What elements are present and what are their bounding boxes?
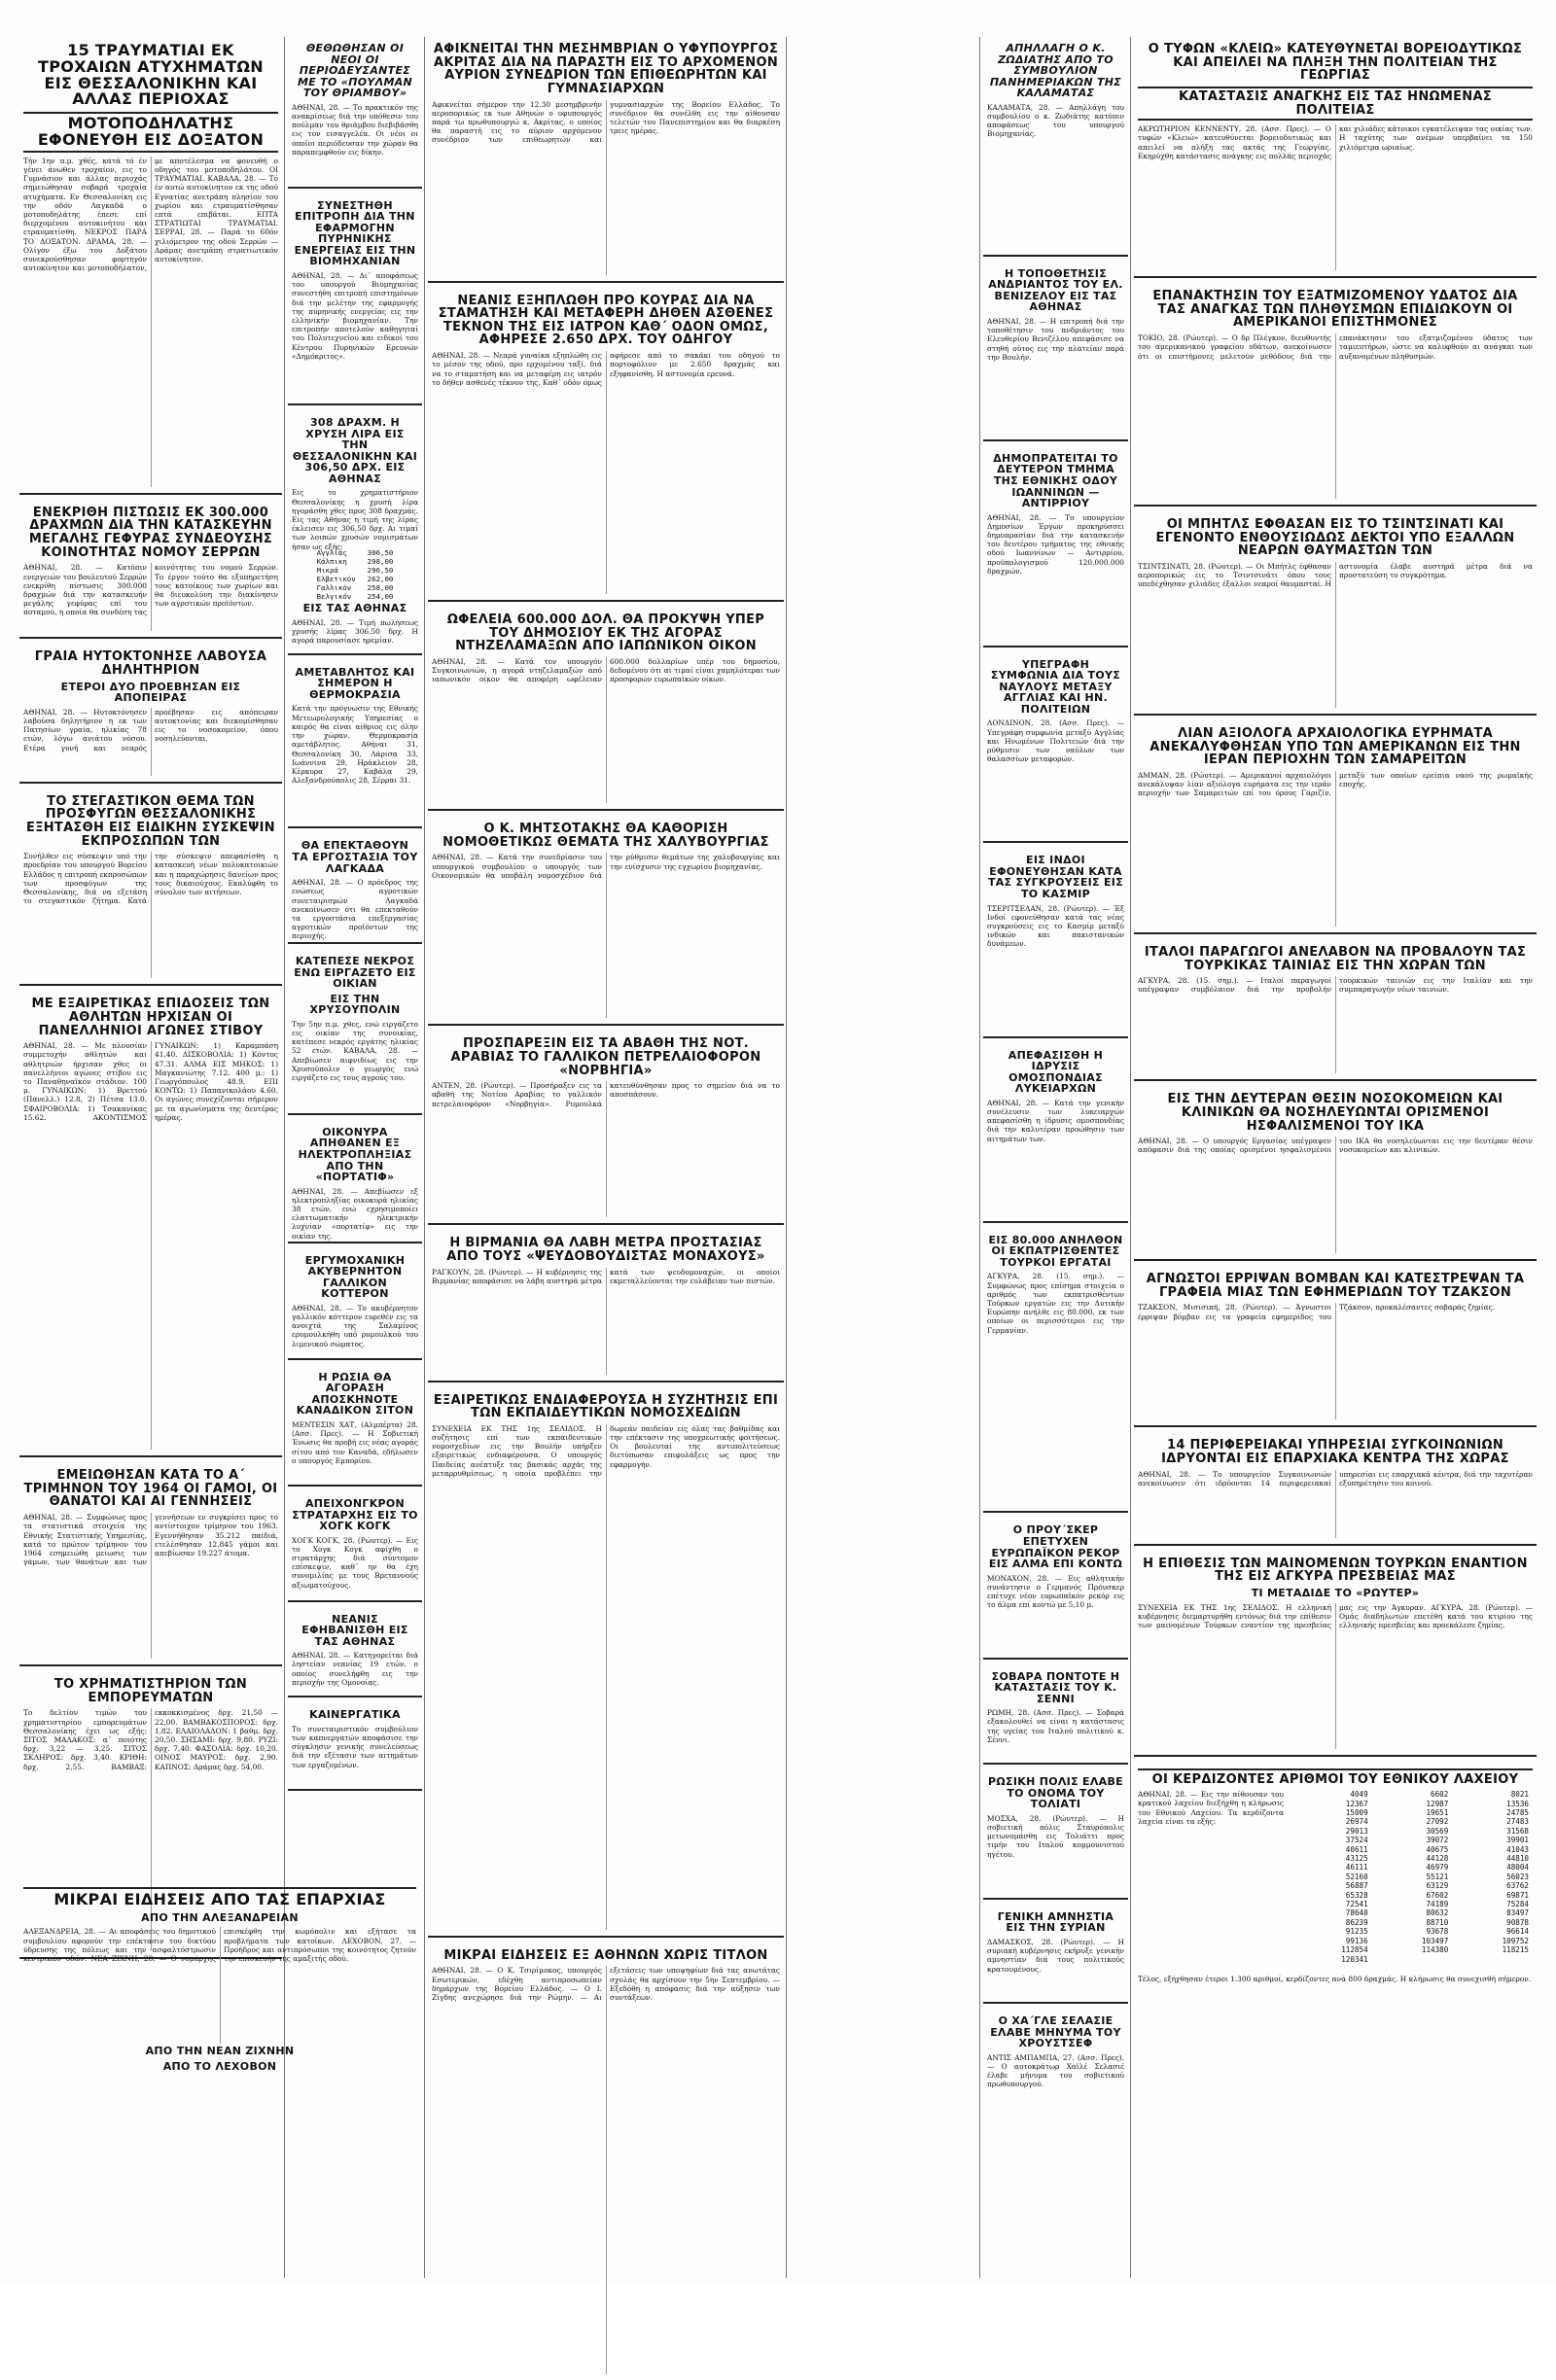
lottery-number: 52160 bbox=[1345, 1872, 1368, 1881]
article-body: ΑΘΗΝΑΙ, 28. — Το υπουργείον Συγκοινωνιών ανεκοίνωσεν ότι ιδρύονται 14 περιφερειακαί υπηρεσίαι εις επαρχιακά κέντρα, διά την ταχυτέραν εξυπηρέτησιν του κοινού. bbox=[1138, 1469, 1533, 1488]
lottery-number: 86239 bbox=[1345, 1917, 1368, 1927]
lottery-number: 46111 bbox=[1345, 1863, 1368, 1872]
lottery-number: 43125 bbox=[1345, 1854, 1368, 1864]
article-youth bbox=[288, 1608, 422, 1698]
headline: ΔΗΜΟΠΡΑΤΕΙΤΑΙ ΤΟ ΔΕΥΤΕΡΟΝ ΤΜΗΜΑ ΤΗΣ ΕΘΝΙΚΗΣ ΟΔΟΥ ΙΩΑΝΝΙΝΩΝ — ΑΝΤΙΡΡΙΟΥ bbox=[993, 451, 1118, 510]
lottery-number: 91235 bbox=[1345, 1927, 1368, 1937]
article-body: Κατά την πρόγνωσιν της Εθνικής Μετεωρολογικής Υπηρεσίας ο καιρός θα είναι αίθριος εις όλην την χώραν. Θερμοκρασία αμετάβλητος. Αθήναι 31, Θεσσαλονίκη 30, Λάρισα 33, Ιωάννινα 29, Ηράκλειον 28, Κέρκυρα 27, Καβάλα 29, Αλεξανδρούπολις 28, Σέρραι 31. bbox=[292, 704, 418, 786]
article-body: ΑΚΡΩΤΗΡΙΟΝ ΚΕΝΝΕΝΤΥ, 28. (Ασσ. Πρες). — Ο τυφών «Κλειώ» κατευθύνεται βορειοδυτικώς και απειλεί να πλήξη τας ακτάς της Γεωργίας. Εκηρύχθη κατάστασις ανάγκης εις πολλάς περιοχάς και χιλιάδες κάτοικοι εγκατέλειψαν τας οικίας των. Η ταχύτης των ανέμων υπερβαίνει τα 150 χιλιόμετρα ωριαίως. bbox=[1138, 124, 1533, 160]
headline: Η ΡΩΣΙΑ ΘΑ ΑΓΟΡΑΣΗ ΑΠΟΣΚΗΝΟΤΕ ΚΑΝΑΔΙΚΟΝ ΣΙΤΟΝ bbox=[296, 1370, 414, 1418]
lottery-number: 114380 bbox=[1421, 1945, 1449, 1955]
lottery-number: 46979 bbox=[1426, 1863, 1449, 1872]
headline: ΠΡΟΣΠΑΡΕΞΙΝ ΕΙΣ ΤΑ ΑΒΑΘΗ ΤΗΣ ΝΟΤ. ΑΡΑΒΙΑΣ ΤΟ ΓΑΛΛΙΚΟΝ ΠΕΤΡΕΛΑΙΟΦΟΡΟΝ «ΝΟΡΒΗΓΙΑ» bbox=[450, 1036, 761, 1078]
article-water bbox=[1134, 284, 1537, 507]
gold-price-cell: 306,50 bbox=[367, 548, 394, 558]
article-worker-death bbox=[288, 950, 422, 1115]
headline: ΣΟΒΑΡΑ ΠΟΝΤΟΤΕ Η ΚΑΤΑΣΤΑΣΙΣ ΤΟΥ Κ. ΣΕΝΝΙ bbox=[991, 1669, 1120, 1705]
lottery-number: 29013 bbox=[1345, 1826, 1368, 1836]
headline: ΟΙ ΜΠΗΤΛΣ ΕΦΘΑΣΑΝ ΕΙΣ ΤΟ ΤΣΙΝΤΣΙΝΑΤΙ ΚΑΙ ΕΓΕΝΟΝΤΟ ΕΝΘΟΥΣΙΩΔΩΣ ΔΕΚΤΟΙ ΥΠΟ ΕΞΑΛΛΩΝ ΝΕΑΡΩΝ ΘΑΥΜΑΣΤΩΝ ΤΩΝ bbox=[1155, 517, 1515, 559]
lottery-row bbox=[1291, 1937, 1533, 1945]
article-body: ΣΥΝΕΧΕΙΑ ΕΚ ΤΗΣ 1ης ΣΕΛΙΔΟΣ. Η ελληνική κυβέρνησις διεμαρτυρήθη εντόνως διά την επίθεσιν των μαινομένων Τούρκων εναντίον της πρεσβείας μας εις την Άγκυραν. ΑΓΚΥΡΑ, 28. (Ρώυτερ). — Ομάς διαδηλωτών επετέθη κατά του κτιρίου της ελληνικής πρεσβείας και προεκάλεσε ζημίας. bbox=[1138, 1602, 1533, 1629]
column-d bbox=[983, 37, 1128, 2278]
article-road-auction bbox=[983, 447, 1128, 648]
column-rule bbox=[979, 37, 980, 2278]
headline: 308 ΔΡΑΧΜ. Η ΧΡΥΣΗ ΛΙΡΑ ΕΙΣ ΤΗΝ ΘΕΣΣΑΛΟΝΙΚΗΝ ΚΑΙ 306,50 ΔΡΧ. ΕΙΣ ΑΘΗΝΑΣ bbox=[292, 416, 418, 485]
article-body: ΑΘΗΝΑΙ, 28. — Το υπουργείον Δημοσίων Έργων προκηρύσσει δημοπρασίαν διά την κατασκευήν του δευτέρου τμήματος της εθνικής οδού Ιωαννίνων — Αντιρρίου, προϋπολογισμού 120.000.000 δραχμών. bbox=[987, 512, 1124, 576]
article-russia-wheat bbox=[288, 1366, 422, 1487]
article-body: Συνήλθεν εις σύσκεψιν υπό την προεδρίαν του υπουργού Βορείου Ελλάδος η επιτροπή εκπροσώπων των προσφύγων της Θεσσαλονίκης, διά να εξετάση το στεγαστικόν ζήτημα. Κατά την σύσκεψιν απεφασίσθη η κατασκευή νέων πολυκατοικιών και η παραχώρησις δανείων προς τους δικαιούχους. Εκαλύφθη το σύνολον των αιτήσεων. bbox=[23, 852, 278, 906]
subheadline: ΚΑΤΑΣΤΑΣΙΣ ΑΝΑΓΚΗΣ ΕΙΣ ΤΑΣ ΗΝΩΜΕΝΑΣ ΠΟΛΙΤΕΙΑΣ bbox=[1138, 87, 1533, 121]
gold-price-row bbox=[311, 575, 400, 583]
gold-price-cell: 262,00 bbox=[367, 575, 394, 584]
lottery-number: 40611 bbox=[1345, 1844, 1368, 1854]
article-archaeology bbox=[1134, 721, 1537, 934]
lottery-number: 56023 bbox=[1506, 1872, 1529, 1881]
article-body: ΧΟΓΚ ΚΟΓΚ, 28. (Ρώυτερ). — Εις το Χογκ Κογκ αφίχθη ο στρατάρχης διά σύντομον επίσκεψιν, καθ΄ ην θα έχη συνομιλίας με τους Βρεταννούς αξιωματούχους. bbox=[292, 1535, 418, 1590]
headline: Η ΕΠΙΘΕΣΙΣ ΤΩΝ ΜΑΙΝΟΜΕΝΩΝ ΤΟΥΡΚΩΝ ΕΝΑΝΤΙΟΝ ΤΗΣ ΕΙΣ ΑΓΚΥΡΑ ΠΡΕΣΒΕΙΑΣ ΜΑΣ bbox=[1143, 1556, 1528, 1585]
subheadline: ΜΟΤΟΠΟΔΗΛΑΤΗΣ ΕΦΟΝΕΥΘΗ ΕΙΣ ΔΟΞΑΤΟΝ bbox=[23, 112, 278, 153]
column-rule bbox=[424, 37, 425, 2278]
section-heading: ΤΙ ΜΕΤΑΔΙΔΕ ΤΟ «ΡΩΥΤΕΡ» bbox=[1251, 1587, 1420, 1600]
headline: ΚΑΙΝΕΡΓΑΤΙΚΑ bbox=[309, 1708, 401, 1722]
article-temperature bbox=[288, 661, 422, 829]
lottery-number: 41043 bbox=[1506, 1844, 1529, 1854]
section-heading: ΑΠΟ ΤΗΝ ΝΕΑΝ ΖΙΧΝΗΝ bbox=[145, 2045, 295, 2058]
headline: ΥΠΕΓΡΑΦΗ ΣΥΜΦΩΝΙΑ ΔΙΑ ΤΟΥΣ ΝΑΥΛΟΥΣ ΜΕΤΑΞΥ ΑΓΓΛΙΑΣ ΚΑΙ ΗΝ. ΠΟΛΙΤΕΙΩΝ bbox=[990, 657, 1121, 716]
article-body: ΑΘΗΝΑΙ, 28. — Κατόπιν ενεργειών του βουλευτού Σερρών ενεκρίθη πίστωσις 300.000 δραχμών διά την κατασκευήν μεγάλης γεφύρας επί του ποταμού, η οποία θα συνδέση τας κοινότητας του νομού Σερρών. Το έργον τούτο θα εξυπηρετήση τους κατοίκους των χωρίων και θα διευκολύνη την διακίνησιν των αγροτικών προϊόντων. bbox=[23, 563, 278, 617]
lottery-number: 78640 bbox=[1345, 1908, 1368, 1918]
article-jackson bbox=[1134, 1267, 1537, 1427]
headline: ΕΙΣ ΤΗΝ ΔΕΥΤΕΡΑΝ ΘΕΣΙΝ ΝΟΣΟΚΟΜΕΙΩΝ ΚΑΙ ΚΛΙΝΙΚΩΝ ΘΑ ΝΟΣΗΛΕΥΩΝΤΑΙ ΟΡΙΣΜΕΝΟΙ ΗΣΦΑΛΙΣΜΕΝΟΙ ΤΟΥ ΙΚΑ bbox=[1167, 1092, 1503, 1134]
gold-price-cell: Κάλπικη bbox=[316, 557, 347, 567]
lottery-number: 118215 bbox=[1502, 1945, 1529, 1955]
headline: ΓΡΑΙΑ ΗΥΤΟΚΤΟΝΗΣΕ ΛΑΒΟΥΣΑ ΔΗΛΗΤΗΡΙΟΝ bbox=[34, 649, 267, 678]
lottery-number: 37524 bbox=[1345, 1836, 1368, 1845]
headline: ΤΟ ΧΡΗΜΑΤΙΣΤΗΡΙΟΝ ΤΩΝ ΕΜΠΟΡΕΥΜΑΤΩΝ bbox=[53, 1677, 248, 1705]
headline: ΘΑ ΕΠΕΚΤΑΘΟΥΝ ΤΑ ΕΡΓΟΣΤΑΣΙΑ ΤΟΥ ΛΑΓΚΑΔΑ bbox=[292, 839, 418, 875]
article-typhoon bbox=[1134, 37, 1537, 278]
lottery-number: 6602 bbox=[1431, 1790, 1449, 1800]
article-senni bbox=[983, 1665, 1128, 1766]
article-traffic-accidents bbox=[19, 37, 282, 495]
headline: ΩΦΕΛΕΙΑ 600.000 ΔΟΛ. ΘΑ ΠΡΟΚΥΨΗ ΥΠΕΡ ΤΟΥ ΔΗΜΟΣΙΟΥ ΕΚ ΤΗΣ ΑΓΟΡΑΣ ΝΤΗΖΕΛΑΜΑΞΩΝ ΑΠΟ ΙΑΠΩΝΙΚΟΝ ΟΙΚΟΝ bbox=[446, 612, 765, 654]
article-body: ΑΘΗΝΑΙ, 28. — Συμφώνως προς τα στατιστικά στοιχεία της Εθνικής Στατιστικής Υπηρεσίας, κατά το πρώτον τρίμηνον του 1964 εσημειώθη μείωσις των γάμων, των θανάτων και των γεννήσεων εν συγκρίσει προς το αντίστοιχον τρίμηνον του 1963. Εγεννήθησαν 35.212 παιδιά, ετελέσθησαν 12.845 γάμοι και απεβίωσαν 19.227 άτομα. bbox=[23, 1513, 278, 1567]
article-statistics bbox=[19, 1463, 282, 1666]
article-films bbox=[1134, 940, 1537, 1081]
provincial-news bbox=[19, 1881, 420, 2270]
headline: ΜΙΚΡΑΙ ΕΙΔΗΣΕΙΣ ΕΞ ΑΘΗΝΩΝ ΧΩΡΙΣ ΤΙΤΛΟΝ bbox=[443, 1947, 768, 1963]
article-freight bbox=[983, 653, 1128, 844]
headline: Ο ΤΥΦΩΝ «ΚΛΕΙΩ» ΚΑΤΕΥΘΥΝΕΤΑΙ ΒΟΡΕΙΟΔΥΤΙΚΩΣ ΚΑΙ ΑΠΕΙΛΕΙ ΝΑ ΠΛΗΞΗ ΤΗΝ ΠΟΛΙΤΕΙΑΝ ΤΗΣ ΓΕΩΡΓΙΑΣ bbox=[1148, 42, 1523, 84]
article-suicide bbox=[19, 645, 282, 783]
lottery-number: 67602 bbox=[1426, 1890, 1449, 1900]
headline: ΡΩΣΙΚΗ ΠΟΛΙΣ ΕΛΑΒΕ ΤΟ ΟΝΟΜΑ ΤΟΥ ΤΟΛΙΑΤΙ bbox=[988, 1775, 1123, 1811]
lottery-row bbox=[1291, 1817, 1533, 1826]
headline: ΜΕ ΕΞΑΙΡΕΤΙΚΑΣ ΕΠΙΔΟΣΕΙΣ ΤΩΝ ΑΘΛΗΤΩΝ ΗΡΧΙΣΑΝ ΟΙ ΠΑΝΕΛΛΗΝΙΟΙ ΑΓΩΝΕΣ ΣΤΙΒΟΥ bbox=[31, 997, 270, 1038]
headline: ΕΝΕΚΡΙΘΗ ΠΙΣΤΩΣΙΣ ΕΚ 300.000 ΔΡΑΧΜΩΝ ΔΙΑ ΤΗΝ ΚΑΤΑΣΚΕΥΗΝ ΜΕΓΑΛΗΣ ΓΕΦΥΡΑΣ ΣΥΝΔΕΟΥΣΗΣ ΚΟΙΝΟΤΗΤΑΣ ΝΟΜΟΥ ΣΕΡΡΩΝ bbox=[28, 505, 273, 560]
headline: 15 ΤΡΑΥΜΑΤΙΑΙ ΕΚ ΤΡΟΧΑΙΩΝ ΑΤΥΧΗΜΑΤΩΝ ΕΙΣ ΘΕΣΣΑΛΟΝΙΚΗΝ ΚΑΙ ΑΛΛΑΣ ΠΕΡΙΟΧΑΣ bbox=[38, 41, 264, 109]
article-body: ΑΘΗΝΑΙ, 28. — Κατά τον υπουργόν Συγκοινωνιών, η αγορά ντηζελαμαξών από ιαπωνικόν οίκον θα αποφέρη ωφέλειαν 600.000 δολλαρίων υπέρ του δημοσίου, δεδομένου ότι αι τιμαί είναι χαμηλότεραι των προσφορών ευρωπαϊκών οίκων. bbox=[432, 657, 780, 684]
article-embassy bbox=[1134, 1552, 1537, 1757]
lottery-numbers bbox=[1291, 1790, 1533, 1975]
article-turkish-workers bbox=[983, 1229, 1128, 1514]
article-diesel bbox=[428, 608, 784, 811]
headline: ΙΤΑΛΟΙ ΠΑΡΑΓΩΓΟΙ ΑΝΕΛΑΒΟΝ ΝΑ ΠΡΟΒΑΛΟΥΝ ΤΑΣ ΤΟΥΡΚΙΚΑΣ ΤΑΙΝΙΑΣ ΕΙΣ ΤΗΝ ΧΩΡΑΝ ΤΩΝ bbox=[1144, 944, 1527, 973]
article-athens-briefs bbox=[428, 1943, 784, 2380]
article-body: ΑΝΤΙΣ ΑΜΠΑΜΠΑ, 27. (Ασσ. Πρες). — Ο αυτοκράτωρ Χαϊλέ Σελασιέ έλαβε μήνυμα του σοβιετικού πρωθυπουργού. bbox=[987, 2052, 1124, 2089]
lottery-number: 39901 bbox=[1506, 1836, 1529, 1845]
headline: ΤΟ ΣΤΕΓΑΣΤΙΚΟΝ ΘΕΜΑ ΤΩΝ ΠΡΟΣΦΥΓΩΝ ΘΕΣΣΑΛΟΝΙΚΗΣ ΕΞΗΤΑΣΘΗ ΕΙΣ ΕΙΔΙΚΗΝ ΣΥΣΚΕΨΙΝ ΕΚΠΡΟΣΩΠΩΝ ΤΩΝ bbox=[26, 793, 275, 849]
headline: ΑΓΝΩΣΤΟΙ ΕΡΡΙΨΑΝ ΒΟΜΒΑΝ ΚΑΙ ΚΑΤΕΣΤΡΕΨΑΝ ΤΑ ΓΡΑΦΕΙΑ ΜΙΑΣ ΤΩΝ ΕΦΗΜΕΡΙΔΩΝ ΤΟΥ ΤΖΑΚΣΟΝ bbox=[1146, 1272, 1525, 1300]
article-factories bbox=[288, 834, 422, 944]
article-refugee-housing bbox=[19, 789, 282, 987]
lottery-intro: ΑΘΗΝΑΙ, 28. — Εις την αίθουσαν του κρατικού λαχείου διεξήχθη η κλήρωσις του Εθνικού Λαχείου. Τα κερδίζοντα λαχεία είναι τα εξής: bbox=[1138, 1790, 1284, 1826]
lottery-row bbox=[1291, 1800, 1533, 1808]
subheadline: ΕΤΕΡΟΙ ΔΥΟ ΠΡΟΕΒΗΣΑΝ ΕΙΣ ΑΠΟΠΕΙΡΑΣ bbox=[60, 680, 241, 705]
headline: ΓΕΝΙΚΗ ΑΜΝΗΣΤΙΑ ΕΙΣ ΤΗΝ ΣΥΡΙΑΝ bbox=[997, 1909, 1114, 1935]
article-body: ΛΟΝΔΙΝΟΝ, 28. (Ασσ. Πρες). — Υπεγράφη συμφωνία μεταξύ Αγγλίας και Ηνωμένων Πολιτειών διά την ρύθμισιν των ναύλων των θαλασσίων μεταφορών. bbox=[987, 718, 1124, 764]
headline: ΕΙΣ ΙΝΔΟΙ ΕΦΟΝΕΥΘΗΣΑΝ ΚΑΤΑ ΤΑΣ ΣΥΓΚΡΟΥΣΕΙΣ ΕΙΣ ΤΟ ΚΑΣΜΙΡ bbox=[987, 854, 1124, 901]
lottery-number: 99136 bbox=[1345, 1936, 1368, 1945]
lottery-row bbox=[1291, 1955, 1533, 1964]
lottery-number: 63762 bbox=[1506, 1881, 1529, 1891]
article-body: ΤΣΙΝΤΣΙΝΑΤΙ, 28. (Ρώυτερ). — Οι Μπήτλς έφθασαν αεροπορικώς εις το Τσιντσινάτι όπου τους υπεδέχθησαν χιλιάδες έξαλλοι νεαροί θαυμασταί. Η αστυνομία έλαβε αυστηρά μέτρα διά να προστατεύση το συγκρότημα. bbox=[1138, 562, 1533, 589]
article-body: ΡΑΓΚΟΥΝ, 28. (Ρώυτερ). — Η κυβέρνησις της Βιρμανίας αποφάσισε να λάβη αυστηρά μέτρα κατά των ψευδομοναχών, οι οποίοι εκμεταλλεύονται την ευλάβειαν των πιστών. bbox=[432, 1267, 780, 1285]
gold-price-row bbox=[311, 566, 400, 575]
article-steel bbox=[428, 817, 784, 1026]
article-body: ΡΩΜΗ, 28. (Ασσ. Πρες). — Σοβαρά εξακολουθεί να είναι η κατάστασις της υγείας του Ιταλού πολιτικού κ. Σέννι. bbox=[987, 1708, 1124, 1744]
article-body: ΔΑΜΑΣΚΟΣ, 28. (Ρώυτερ). — Η συριακή κυβέρνησις εκήρυξε γενικήν αμνηστίαν διά τους πολιτικούς κρατουμένους. bbox=[987, 1937, 1124, 1974]
lottery-number: 109752 bbox=[1502, 1936, 1529, 1945]
article-federation bbox=[983, 1044, 1128, 1223]
lottery-number bbox=[1452, 1955, 1533, 1964]
gold-price-cell: Γαλλικόν bbox=[316, 583, 352, 593]
article-venizelos bbox=[983, 262, 1128, 441]
article-body: ΑΘΗΝΑΙ, 28. — Κατηγορείται διά ληστείαν νεανίας 19 ετών, ο οποίος συνελήφθη εις την περιοχήν της Ομονοίας. bbox=[292, 1651, 418, 1687]
article-body: ΚΑΛΑΜΑΤΑ, 28. — Απηλλάγη του συμβουλίου ο κ. Ζωδιάτης κατόπιν αποφάσεως του υπουργού Βιομηχανίας. bbox=[987, 102, 1124, 139]
lottery-number: 12367 bbox=[1345, 1799, 1368, 1808]
article-body: ΜΟΣΧΑ, 28. (Ρώυτερ). — Η σοβιετική πόλις Σταυρόπολις μετωνομάσθη εις Τολιάττι προς τιμήν του Ιταλού κομμουνιστού ηγέτου. bbox=[987, 1813, 1124, 1859]
headline: ΕΜΕΙΩΘΗΣΑΝ ΚΑΤΑ ΤΟ Α΄ ΤΡΙΜΗΝΟΝ ΤΟΥ 1964 ΟΙ ΓΑΜΟΙ, ΟΙ ΘΑΝΑΤΟΙ ΚΑΙ ΑΙ ΓΕΝΝΗΣΕΙΣ bbox=[23, 1468, 278, 1510]
article-hongkong bbox=[288, 1492, 422, 1602]
article-cutter bbox=[288, 1249, 422, 1360]
headline: ΘΕΘΩΘΗΣΑΝ ΟΙ ΝΕΟΙ ΟΙ ΠΕΡΙΟΔΕΥΣΑΝΤΕΣ ΜΕ ΤΟ «ΠΟΥΛΜΑΝ ΤΟΥ ΘΡΙΑΜΒΟΥ» bbox=[297, 42, 413, 100]
article-pole-vault bbox=[983, 1519, 1128, 1659]
lottery-outro: Τέλος, εξήχθησαν έτεροι 1.300 αριθμοί, κερδίζοντες ανά 800 δραχμάς. Η κλήρωσις θα συνεχισθή σήμερον. bbox=[1138, 1975, 1532, 1984]
lottery-row bbox=[1291, 1881, 1533, 1890]
headline: ΑΜΕΤΑΒΛΗΤΟΣ ΚΑΙ ΣΗΜΕΡΟΝ Η ΘΕΡΜΟΚΡΑΣΙΑ bbox=[295, 665, 415, 701]
gold-price-cell: Αγγλίας bbox=[316, 548, 347, 558]
section-heading: ΑΠΟ ΤΗΝ ΑΛΕΞΑΝΔΡΕΙΑΝ bbox=[141, 1910, 299, 1924]
article-body: ΑΘΗΝΑΙ, 28. — Το πρακτικόν της ανακρίσεως διά την υπόθεσιν του πούλμαν του θριάμβου διεβιβάσθη εις τον εισαγγελέα. Οι νέοι οι οποίοι περιόδευσαν την χώραν θα παραπεμφθούν εις δίκην. bbox=[292, 102, 418, 157]
article-electrocution bbox=[288, 1121, 422, 1243]
lottery-number: 75284 bbox=[1506, 1900, 1529, 1909]
lottery-number: 8021 bbox=[1510, 1790, 1529, 1800]
article-body: ΑΘΗΝΑΙ, 28. — Κατά την συνεδρίασιν του υπουργικού συμβουλίου ο υπουργός των Οικονομικών θα υποβάλη νομοσχέδιον διά την ρύθμισιν θεμάτων της χαλυβουργίας και την ενίσχυσιν της εγχωρίου βιομηχανίας. bbox=[432, 853, 780, 880]
article-labor bbox=[288, 1703, 422, 1791]
lottery-number: 72541 bbox=[1345, 1900, 1368, 1909]
article-education bbox=[428, 1388, 784, 1938]
lottery-number: 27092 bbox=[1426, 1817, 1449, 1827]
headline: ΑΠΕΦΑΣΙΣΘΗ Η ΙΔΡΥΣΙΣ ΟΜΟΣΠΟΝΔΙΑΣ ΛΥΚΕΙΑΡΧΩΝ bbox=[1008, 1048, 1104, 1096]
article-body: ΤΖΑΚΣΟΝ, Μισισιπή, 28. (Ρώυτερ). — Άγνωστοι έρριψαν βόμβαν εις τα γραφεία εφημερίδος του Τζάκσον, προκαλέσαντες σοβαράς ζημίας. bbox=[1138, 1303, 1496, 1321]
article-body: ΤΟΚΙΟ, 28. (Ρώυτερ). — Ο δρ Πλέγκον, διευθυντής του αμερικανικού γραφείου υδάτων, ανεκοίνωσεν ότι οι επιστήμονες μελετούν μεθόδους διά την επανάκτησιν του εξατμιζομένου ύδατος των ταμιευτήρων, ώστε να καλυφθούν αι ανάγκαι των αυξανομένων πληθυσμών. bbox=[1138, 333, 1533, 361]
gold-price-row bbox=[311, 548, 400, 557]
article-kashmir bbox=[983, 849, 1128, 1037]
gold-price-cell: 296,50 bbox=[367, 566, 394, 576]
article-lottery bbox=[1134, 1763, 1537, 2020]
lottery-number: 27483 bbox=[1506, 1817, 1529, 1827]
headline: ΝΕΑΝΙΣ ΕΦΗΒΑΝΙΣΘΗ ΕΙΣ ΤΑΣ ΑΘΗΝΑΣ bbox=[301, 1612, 408, 1648]
gold-price-cell: Ελβετικόν bbox=[316, 575, 356, 584]
article-pullman bbox=[288, 37, 422, 189]
article-bridge-credit bbox=[19, 501, 282, 640]
article-body: Το δελτίον τιμών του χρηματιστηρίου εμπορευμάτων Θεσσαλονίκης έχει ως εξής: ΣΙΤΟΣ ΜΑΛΑΚΟΣ: α΄ ποιότης δρχ. 3,22 — 3,25. ΣΙΤΟΣ ΣΚΛΗΡΟΣ: δρχ. 3,40. ΚΡΙΘΗ: δρχ. 2,55. ΒΑΜΒΑΞ: εκκοκκισμένος δρχ. 21,50 — 22,00. ΒΑΜΒΑΚΟΣΠΟΡΟΣ: δρχ. 1,82. ΕΛΑΙΟΛΑΔΟΝ: 1 βαθμ. δρχ. 20,50. ΣΗΣΑΜΙ: δρχ. 9,80. ΡΥΖΙ: δρχ. 7,40. ΦΑΣΟΛΙΑ: δρχ. 10,20. ΟΙΝΟΣ ΜΑΥΡΟΣ: δρχ. 2,90. ΚΑΠΝΟΣ: Δράμας δρχ. 54,00. bbox=[23, 1708, 278, 1771]
article-body: ΜΟΝΑΧΟΝ, 28. — Εις αθλητικήν συνάντησιν ο Γερμανός Πρόυσκερ επέτυχε νέον ευρωπαϊκόν ρεκόρ εις το άλμα επί κοντώ με 5,10 μ. bbox=[987, 1573, 1124, 1610]
article-body: ΑΘΗΝΑΙ, 28. — Η επιτροπή διά την τοποθέτησιν του ανδριάντος του Ελευθερίου Βενιζέλου απεφάσισε να στηθή ούτος εις την πλατείαν παρά την Βουλήν. bbox=[987, 316, 1124, 362]
lottery-number: 96614 bbox=[1506, 1927, 1529, 1937]
lottery-row bbox=[1291, 1790, 1533, 1799]
article-body: ΑΘΗΝΑΙ, 28. — Απεβίωσεν εξ ηλεκτροπληξίας οικοκυρά ηλικίας 38 ετών, ενώ εχρησιμοποίει ελαττωματικήν ηλεκτρικήν λυχνίαν «πορτατίφ» εις την οικίαν της. bbox=[292, 1186, 418, 1241]
headline: Η ΤΟΠΟΘΕΤΗΣΙΣ ΑΝΔΡΙΑΝΤΟΣ ΤΟΥ ΕΛ. ΒΕΝΙΖΕΛΟΥ ΕΙΣ ΤΑΣ ΑΘΗΝΑΣ bbox=[988, 266, 1123, 314]
lottery-number: 56887 bbox=[1345, 1881, 1368, 1891]
lottery-number: 120341 bbox=[1341, 1954, 1368, 1964]
headline: ΚΑΤΕΠΕΣΕ ΝΕΚΡΟΣ ΕΝΩ ΕΙΡΓΑΖΕΤΟ ΕΙΣ ΟΙΚΙΑΝ bbox=[294, 955, 416, 991]
article-body: ΑΘΗΝΑΙ, 28. — Με πλουσίαν συμμετοχήν αθλητών και αθλητριών ήρχισαν χθες οι πανελλήνιοι αγώνες στίβου εις το Παναθηναϊκόν στάδιον. 100 μ. ΓΥΝΑΙΚΩΝ: 1) Βρεττού (Πανελλ.) 12.8, 2) Πέτσα 13.0. ΣΦΑΙΡΟΒΟΛΙΑ: 1) Τσακανίκας 15.62. ΑΚΟΝΤΙΣΜΟΣ ΓΥΝΑΙΚΩΝ: 1) Καραμπάση 41.40. ΔΙΣΚΟΒΟΛΙΑ: 1) Κόντος 47.31. ΑΛΜΑ ΕΙΣ ΜΗΚΟΣ: 1) Μαγκανιώτης 7.12. 400 μ.: 1) Γεωργόπουλος 48.9. ΕΠΙ ΚΟΝΤΩ: 1) Παπανικολάου 4.60. Οι αγώνες συνεχίζονται σήμερον με τα αγωνίσματα της δευτέρας ημέρας. bbox=[23, 1041, 278, 1122]
lottery-row bbox=[1291, 1854, 1533, 1863]
gold-price-row bbox=[311, 557, 400, 566]
lottery-number: 80632 bbox=[1426, 1908, 1449, 1918]
lottery-number: 40675 bbox=[1426, 1844, 1449, 1854]
article-body: Τήν 1ην π.μ. χθές, κατά τό έν γένει άνωθεν τροχαίον, εις το Γυμνάσιον και άλλας περιοχάς σημειώθησαν σοβαρά τροχαία ατυχήματα. Εν Θεσσαλονίκη εις την οδόν Λαγκαδά ο μοτοποδηλάτης έπεσε επί διερχομένου αυτοκινήτου και ετραυματίσθη. ΝΕΚΡΟΣ ΠΑΡΑ ΤΟ ΔΟΞΑΤΟΝ. ΔΡΑΜΑ, 28. — Ολίγον έξω του Δοξάτου συνεκρούσθησαν φορτηγόν αυτοκίνητον και μοτοποδήλατον, με αποτέλεσμα να φονευθή ο οδηγός του μοτοποδηλάτου. ΟΙ ΤΡΑΥΜΑΤΙΑΙ. ΚΑΒΑΛΑ, 28. — Τό έν αυτώ αυτοκίνητον εκ της οδού Εγνατίας ανετράπη πλησίον του χωρίου και ετραυματίσθησαν επτά επιβάται. ΕΠΤΑ ΣΤΡΑΤΙΩΤΑΙ ΤΡΑΥΜΑΤΙΑΙ. ΣΕΡΡΑΙ, 28. — Παρά το 60όν χιλιόμετρον της οδού Σερρών — Δράμας ανετράπη στρατιωτικόν αυτοκίνητον. bbox=[23, 156, 278, 273]
headline: ΝΕΑΝΙΣ ΕΞΗΠΛΩΘΗ ΠΡΟ ΚΟΥΡΑΣ ΔΙΑ ΝΑ ΣΤΑΜΑΤΗΣΗ ΚΑΙ ΜΕΤΑΦΕΡΗ ΔΗΘΕΝ ΑΣΘΕΝΕΣ ΤΕΚΝΟΝ ΤΗΣ ΕΙΣ ΙΑΤΡΟΝ ΚΑΘ΄ ΟΔΟΝ ΟΜΩΣ, ΑΦΗΡΕΣΕ 2.650 ΔΡΧ. ΤΟΥ ΟΔΗΓΟΥ bbox=[438, 293, 774, 348]
lottery-number: 74189 bbox=[1426, 1900, 1449, 1909]
column-rule bbox=[786, 37, 787, 2278]
headline: ΟΙΚΟΝΥΡΑ ΑΠΗΘΑΝΕΝ ΕΞ ΗΛΕΚΤΡΟΠΛΗΞΙΑΣ ΑΠΟ ΤΗΝ «ΠΟΡΤΑΤΙΦ» bbox=[298, 1125, 412, 1184]
gold-price-cell: Μικρά bbox=[316, 566, 338, 576]
headline: ΑΠΗΛΛΑΓΗ Ο Κ. ΖΩΔΙΑΤΗΣ ΑΠΟ ΤΟ ΣΥΜΒΟΥΛΙΟΝ ΠΑΝΗΜΕΡΙΑΚΩΝ ΤΗΣ ΚΑΛΑΜΑΤΑΣ bbox=[989, 42, 1122, 100]
lottery-row bbox=[1291, 1891, 1533, 1900]
article-body: ΑΘΗΝΑΙ, 28. — Κατά την γενικήν συνέλευσιν των λυκειαρχών απεφασίσθη η ίδρυσις ομοσπονδίας διά την καλυτέραν προώθησιν των αιτημάτων των. bbox=[987, 1098, 1124, 1143]
article-selassie bbox=[983, 2010, 1128, 2108]
article-ika bbox=[1134, 1087, 1537, 1261]
headline: 14 ΠΕΡΙΦΕΡΕΙΑΚΑΙ ΥΠΗΡΕΣΙΑΙ ΣΥΓΚΟΙΝΩΝΙΩΝ ΙΔΡΥΟΝΤΑΙ ΕΙΣ ΕΠΑΡΧΙΑΚΑ ΚΕΝΤΡΑ ΤΗΣ ΧΩΡΑΣ bbox=[1161, 1438, 1509, 1467]
lottery-number: 4049 bbox=[1350, 1790, 1368, 1800]
article-body: ΑΘΗΝΑΙ, 28. — Ο Κ. Τσιρίμοκος, υπουργός Εσωτερικών, εδέχθη αντιπροσωπείαν δημάρχων της Βορείου Ελλάδος. — Ο Ι. Ζίγδης ανεχώρησε διά την Ρώμην. — Αι εξετάσεις των υποψηφίων διά τας ανωτάτας σχολάς θα αρχίσουν την 5ην Σεπτεμβρίου. — Εξεδόθη η απόφασις διά την αύξησιν των συντάξεων. bbox=[432, 1966, 780, 2003]
headline: ΕΠΑΝΑΚΤΗΣΙΝ ΤΟΥ ΕΞΑΤΜΙΖΟΜΕΝΟΥ ΥΔΑΤΟΣ ΔΙΑ ΤΑΣ ΑΝΑΓΚΑΣ ΤΩΝ ΠΛΗΘΥΣΜΩΝ ΕΠΙΔΙΩΚΟΥΝ ΟΙ ΑΜΕΡΙΚΑΝΟΙ ΕΠΙΣΤΗΜΟΝΕΣ bbox=[1152, 289, 1518, 331]
headline: ΕΡΓΥΜΟΧΑΝΙΚΗ ΑΚΥΒΕΡΝΗΤΟΝ ΓΑΛΛΙΚΟΝ ΚΟΤΤΕΡΟΝ bbox=[304, 1253, 406, 1301]
lottery-number: 88710 bbox=[1426, 1917, 1449, 1927]
headline: ΛΙΑΝ ΑΞΙΟΛΟΓΑ ΑΡΧΑΙΟΛΟΓΙΚΑ ΕΥΡΗΜΑΤΑ ΑΝΕΚΑΛΥΦΘΗΣΑΝ ΥΠΟ ΤΩΝ ΑΜΕΡΙΚΑΝΩΝ ΕΙΣ ΤΗΝ ΙΕΡΑΝ ΠΕΡΙΟΧΗΝ ΤΩΝ ΣΑΜΑΡΕΙΤΩΝ bbox=[1149, 726, 1521, 768]
lottery-number: 31568 bbox=[1506, 1826, 1529, 1836]
article-body: ΜΕΝΤΕΣΙΝ ΧΑΤ, (Αλμπέρτα) 28. (Ασσ. Πρες). — Η Σοβιετική Ένωσις θα προβή εις νέας αγοράς σίτου από τον Καναδά, εδήλωσεν ο υπουργός Εμπορίου. bbox=[292, 1419, 418, 1465]
lottery-number: 69871 bbox=[1506, 1890, 1529, 1900]
lottery-row bbox=[1291, 1918, 1533, 1927]
lottery-number: 103497 bbox=[1421, 1936, 1449, 1945]
article-taxi-theft bbox=[428, 289, 784, 603]
article-body: ΑΘΗΝΑΙ, 28. — Δι΄ αποφάσεως του υπουργού Βιομηχανίας συνεστήθη επιτροπή επιστημόνων διά την μελέτην της εφαρμογής της πυρηνικής ενεργείας εις την ελληνικήν βιομηχανίαν. Την επιτροπήν αποτελούν καθηγηταί του Πολυτεχνείου και ειδικοί του Κέντρου Πυρηνικών Ερευνών «Δημόκριτος». bbox=[292, 271, 418, 361]
lottery-row bbox=[1291, 1872, 1533, 1881]
gold-price-cell: Βελγικόν bbox=[316, 592, 352, 602]
column-c bbox=[428, 37, 784, 2278]
section-heading: ΕΙΣ ΤΑΣ ΑΘΗΝΑΣ bbox=[302, 602, 407, 615]
article-syria bbox=[983, 1906, 1128, 2004]
article-togliatti bbox=[983, 1770, 1128, 1900]
article-akritas bbox=[428, 37, 784, 283]
lottery-number: 83497 bbox=[1506, 1908, 1529, 1918]
section-heading: ΕΙΣ ΤΗΝ ΧΡΥΣΟΥΠΟΛΙΝ bbox=[309, 992, 401, 1017]
article-body: ΑΓΚΥΡΑ, 28. (15. σημ.). — Συμφώνως προς επίσημα στοιχεία ο αριθμός των εκπατρισθέντων Τούρκων εργατών εις την Δυτικήν Ευρώπην ανήλθε εις 80.000, εκ των οποίων οι περισσότεροι εις την Γερμανίαν. bbox=[987, 1272, 1124, 1335]
lottery-number: 15009 bbox=[1345, 1808, 1368, 1818]
article-body: ΑΛΕΞΑΝΔΡΕΙΑ, 28. — Αι αποφάσεις του δημοτικού συμβουλίου αφορούν την επέκτασιν του δικτύου ύδρευσης της πόλεως και την ασφαλτόστρωσιν κεντρικών οδών. ΝΕΑ ΖΙΧΝΗ, 28. — Ο νομάρχης επισκέφθη την κωμόπολιν και εξήτασε τα προβλήματα των κατοίκων. ΛΕΧΟΒΟΝ, 27. — Προήδρος και αντιπρόσωποι της κοινότητος ζητούν την επισκευήν της αμαξιτής οδού. bbox=[23, 1927, 416, 1963]
lottery-row bbox=[1291, 1836, 1533, 1844]
headline: ΑΦΙΚΝΕΙΤΑΙ ΤΗΝ ΜΕΣΗΜΒΡΙΑΝ Ο ΥΦΥΠΟΥΡΓΟΣ ΑΚΡΙΤΑΣ ΔΙΑ ΝΑ ΠΑΡΑΣΤΗ ΕΙΣ ΤΟ ΑΡΧΟΜΕΝΟΝ ΑΥΡΙΟΝ ΣΥΝΕΔΡΙΟΝ ΤΩΝ ΕΠΙΘΕΩΡΗΤΩΝ ΚΑΙ ΓΥΜΝΑΣΙΑΡΧΩΝ bbox=[433, 42, 779, 96]
lottery-number: 44128 bbox=[1426, 1854, 1449, 1864]
lottery-number: 19651 bbox=[1426, 1808, 1449, 1818]
article-body: ΑΝΤΕΝ, 28. (Ρώυτερ). — Προσήραξεν εις τα αβαθή της Νοτίου Αραβίας το γαλλικόν πετρελαιοφόρον «Νορβηγία». Ρυμουλκά κατευθύνθησαν προς το σημείον διά να το αποσπάσουν. bbox=[432, 1081, 780, 1108]
gold-price-row bbox=[311, 583, 400, 592]
section-heading: ΑΠΟ ΤΟ ΛΕΧΟΒΟΝ bbox=[162, 2059, 277, 2073]
headline: ΜΙΚΡΑΙ ΕΙΔΗΣΕΙΣ ΑΠΟ ΤΑΣ ΕΠΑΡΧΙΑΣ bbox=[23, 1887, 416, 1908]
article-body: Το συνεταιριστικόν συμβούλιον των καπνεργατών αποφάσισε την σύγκλησιν γενικής συνελεύσεως διά την εξέτασιν των αιτημάτων των εργαζομένων. bbox=[292, 1724, 418, 1769]
lottery-number: 55121 bbox=[1426, 1872, 1449, 1881]
article-body: ΑΘΗΝΑΙ, 28. — Το ακυβέρνητον γαλλικόν κόττερον ευρεθέν εις τα ανοιχτά της Σαλαμίνος ερυμουλκήθη υπό ρυμουλκού του λιμενικού σώματος. bbox=[292, 1303, 418, 1348]
article-beatles bbox=[1134, 512, 1537, 716]
gold-price-row bbox=[311, 592, 400, 601]
headline: ΕΙΣ 80.000 ΑΝΗΛΘΟΝ ΟΙ ΕΚΠΑΤΡΙΣΘΕΝΤΕΣ ΤΟΥΡΚΟΙ ΕΡΓΑΤΑΙ bbox=[988, 1233, 1123, 1269]
column-b bbox=[288, 37, 422, 1874]
gold-price-cell: 254,00 bbox=[367, 592, 394, 602]
article-tanker bbox=[428, 1032, 784, 1225]
article-athletics bbox=[19, 992, 282, 1457]
article-body: ΑΓΚΥΡΑ, 28. (15. σημ.). — Ιταλοί παραγωγοί υπέγραψαν συμβόλαιον διά την προβολήν τουρκικών ταινιών εις την Ιταλίαν και την συμπαραγωγήν νέων ταινιών. bbox=[1138, 976, 1533, 995]
lottery-number: 48004 bbox=[1506, 1863, 1529, 1872]
lottery-number: 44810 bbox=[1506, 1854, 1529, 1864]
article-nuclear bbox=[288, 194, 422, 405]
headline: ΕΞΑΙΡΕΤΙΚΩΣ ΕΝΔΙΑΦΕΡΟΥΣΑ Η ΣΥΖΗΤΗΣΙΣ ΕΠΙ ΤΩΝ ΕΚΠΑΙΔΕΥΤΙΚΩΝ ΝΟΜΟΣΧΕΔΙΩΝ bbox=[433, 1392, 779, 1421]
gold-price-table bbox=[311, 548, 400, 601]
article-zodiatis bbox=[983, 37, 1128, 257]
article-body: Αφικνείται σήμερον την 12.30 μεσημβρινήν αεροπορικώς εκ των Αθηνών ο υφυπουργός παρά τω πρωθυπουργώ κ. Ακρίτας, ο οποίος θα παραστή εις το αύριον αρχόμενον συνέδριον των επιθεωρητών και γυμνασιαρχών της Βορείου Ελλάδος. Το συνέδριον θα συνέλθη εις την αίθουσαν τελετών του Πανεπιστημίου και θα διαρκέση τρεις ημέρας. bbox=[432, 99, 780, 145]
article-body: ΑΘΗΝΑΙ, 28. — Ο πρόεδρος της ενώσεως αγροτικών συνεταιρισμών Λαγκαδά ανεκοίνωσεν ότι θα επεκταθούν τα εργοστάσια επεξεργασίας αγροτικών προϊόντων της περιοχής. bbox=[292, 878, 418, 941]
headline: Ο ΠΡΟΥ΄ΣΚΕΡ ΕΠΕΤΥΧΕΝ ΕΥΡΩΠΑΪΚΟΝ ΡΕΚΟΡ ΕΙΣ ΑΛΜΑ ΕΠΙ ΚΟΝΤΩ bbox=[988, 1523, 1123, 1571]
lottery-number: 65328 bbox=[1345, 1890, 1368, 1900]
column-rule bbox=[1130, 37, 1131, 2278]
lottery-number: 112854 bbox=[1341, 1945, 1368, 1955]
article-burma bbox=[428, 1231, 784, 1382]
lottery-number bbox=[1372, 1955, 1453, 1964]
lottery-number: 24785 bbox=[1506, 1808, 1529, 1818]
article-body: ΑΘΗΝΑΙ, 28. — Τιμή πωλήσεως χρυσής λίρας 306,50 δρχ. Η αγορά παρουσίασε ηρεμίαν. bbox=[292, 617, 418, 646]
lottery-row bbox=[1291, 1845, 1533, 1854]
article-body: ΑΜΜΑΝ, 28. (Ρώυτερ). — Αμερικανοί αρχαιολόγοι ανεκάλυψαν λίαν αξιόλογα ευρήματα εις την ιεράν περιοχήν των Σαμαρειτών επί του όρους Γαριζίν, μεταξύ των οποίων ερείπια ναού της ρωμαϊκής εποχής. bbox=[1138, 770, 1533, 798]
article-provinces bbox=[19, 1881, 420, 2082]
lottery-number: 39072 bbox=[1426, 1836, 1449, 1845]
headline: ΟΙ ΚΕΡΔΙΖΟΝΤΕΣ ΑΡΙΘΜΟΙ ΤΟΥ ΕΘΝΙΚΟΥ ΛΑΧΕΙΟΥ bbox=[1138, 1768, 1533, 1787]
gold-price-cell: 298,00 bbox=[367, 557, 394, 567]
lottery-number: 93678 bbox=[1426, 1927, 1449, 1937]
article-body: ΤΣΕΡΙΤΣΕΛΑΝ, 28. (Ρώυτερ). — Έξ Ινδοί εφονεύθησαν κατά τας νέας συγκρούσεις εις το Κασμίρ μεταξύ ινδικών και πακιστανικών δυνάμεων. bbox=[987, 903, 1124, 949]
headline: ΑΠΕΙΧΟΝΓΚΡΟΝ ΣΤΡΑΤΑΡΧΗΣ ΕΙΣ ΤΟ ΧΟΓΚ ΚΟΓΚ bbox=[292, 1496, 418, 1533]
article-gold bbox=[288, 411, 422, 655]
lottery-row bbox=[1291, 1808, 1533, 1817]
article-body: ΑΘΗΝΑΙ, 28. — Νεαρά γυναίκα εξηπλώθη εις το μέσον της οδού, προ ερχομένου ταξί, διά να το σταματήση και να μεταφέρη εις ιατρόν το δήθεν ασθενές τέκνον της. Καθ΄ οδόν όμως αφήρεσε από το σακάκι του οδηγού το πορτοφόλιον με 2.650 δραχμάς και εξηφανίσθη. Η αστυνομία ερευνά. bbox=[432, 351, 780, 387]
column-e bbox=[1134, 37, 1537, 2278]
headline: Ο ΧΑ΄ΓΛΕ ΣΕΛΑΣΙΕ ΕΛΑΒΕ ΜΗΝΥΜΑ ΤΟΥ ΧΡΟΥΣΤΣΕΦ bbox=[990, 2013, 1121, 2050]
lottery-row bbox=[1291, 1908, 1533, 1917]
lottery-row bbox=[1291, 1863, 1533, 1872]
lottery-row bbox=[1291, 1827, 1533, 1836]
article-body: Εις το χρηματιστήριον Θεσσαλονίκης η χρυσή λίρα ηγοράσθη χθες προς 308 δραχμάς. Εις τας Αθήνας η τιμή της λίρας έκλεισεν εις 306,50 δρχ. Αι τιμαί των λοιπών χρυσών νομισμάτων ήσαν ως εξής: bbox=[292, 488, 418, 551]
lottery-row bbox=[1291, 1945, 1533, 1954]
lottery-row bbox=[1291, 1900, 1533, 1908]
lottery-number: 13536 bbox=[1506, 1799, 1529, 1808]
lottery-row bbox=[1291, 1927, 1533, 1936]
lottery-number: 63129 bbox=[1426, 1881, 1449, 1891]
article-body: Την 5ην π.μ. χθες, ενώ ειργάζετο εις οικίαν της συνοικίας, κατέπεσε νεκρός εργάτης ηλικίας 52 ετών. ΚΑΒΑΛΑ, 28. — Απεβίωσεν αιφνιδίως εις την Χρυσούπολιν ο γεωργός ενώ ειργάζετο εις τους αγρούς του. bbox=[292, 1019, 418, 1083]
headline: Η ΒΙΡΜΑΝΙΑ ΘΑ ΛΑΒΗ ΜΕΤΡΑ ΠΡΟΣΤΑΣΙΑΣ ΑΠΟ ΤΟΥΣ «ΨΕΥΔΟΒΟΥΔΙΣΤΑΣ ΜΟΝΑΧΟΥΣ» bbox=[446, 1236, 765, 1264]
gold-price-cell: 258,00 bbox=[367, 583, 394, 593]
lottery-number: 30569 bbox=[1426, 1826, 1449, 1836]
article-body: ΣΥΝΕΧΕΙΑ ΕΚ ΤΗΣ 1ης ΣΕΛΙΔΟΣ. Η συζήτησις επί των εκπαιδευτικών νομοσχεδίων εις την Βουλήν υπήρξεν εξαιρετικώς ενδιαφέρουσα. Ο υπουργός Παιδείας ανέπτυξε τας βασικάς αρχάς της μεταρρυθμίσεως, η οποία προβλέπει την δωρεάν παιδείαν εις όλας τας βαθμίδας και την επέκτασιν της υποχρεωτικής φοιτήσεως. Οι βουλευταί της αντιπολιτεύσεως διετύπωσαν επιφυλάξεις ως προς την εφαρμογήν. bbox=[432, 1423, 780, 1478]
article-body: ΑΘΗΝΑΙ, 28. — Ο υπουργός Εργασίας υπέγραψεν απόφασιν διά της οποίας ορισμένοι ησφαλισμένοι του ΙΚΑ θα νοσηλεύωνται εις την δευτέραν θέσιν νοσοκομείων και κλινικών. bbox=[1138, 1137, 1533, 1155]
lottery-number: 90878 bbox=[1506, 1917, 1529, 1927]
lottery-number: 26974 bbox=[1345, 1817, 1368, 1827]
headline: Ο Κ. ΜΗΤΣΟΤΑΚΗΣ ΘΑ ΚΑΘΟΡΙΣΗ ΝΟΜΟΘΕΤΙΚΩΣ ΘΕΜΑΤΑ ΤΗΣ ΧΑΛΥΒΟΥΡΓΙΑΣ bbox=[442, 822, 769, 850]
article-transport bbox=[1134, 1433, 1537, 1545]
headline: ΣΥΝΕΣΤΗΘΗ ΕΠΙΤΡΟΠΗ ΔΙΑ ΤΗΝ ΕΦΑΡΜΟΓΗΝ ΠΥΡΗΝΙΚΗΣ ΕΝΕΡΓΕΙΑΣ ΕΙΣ ΤΗΝ ΒΙΟΜΗΧΑΝΙΑΝ bbox=[294, 198, 416, 268]
lottery-number: 12987 bbox=[1426, 1799, 1449, 1808]
article-body: ΑΘΗΝΑΙ, 28. — Ηυτοκτόνησεν λαβούσα δηλητήριον η εκ των Πατησίων γραία, ηλικίας 78 ετών, λόγω ανιάτου νόσου. Ετέρα γυνή και νεαρός προέβησαν εις απόπειραν αυτοκτονίας και διεκομίσθησαν εις το νοσοκομείον, όπου νοσηλεύονται. bbox=[23, 707, 278, 752]
